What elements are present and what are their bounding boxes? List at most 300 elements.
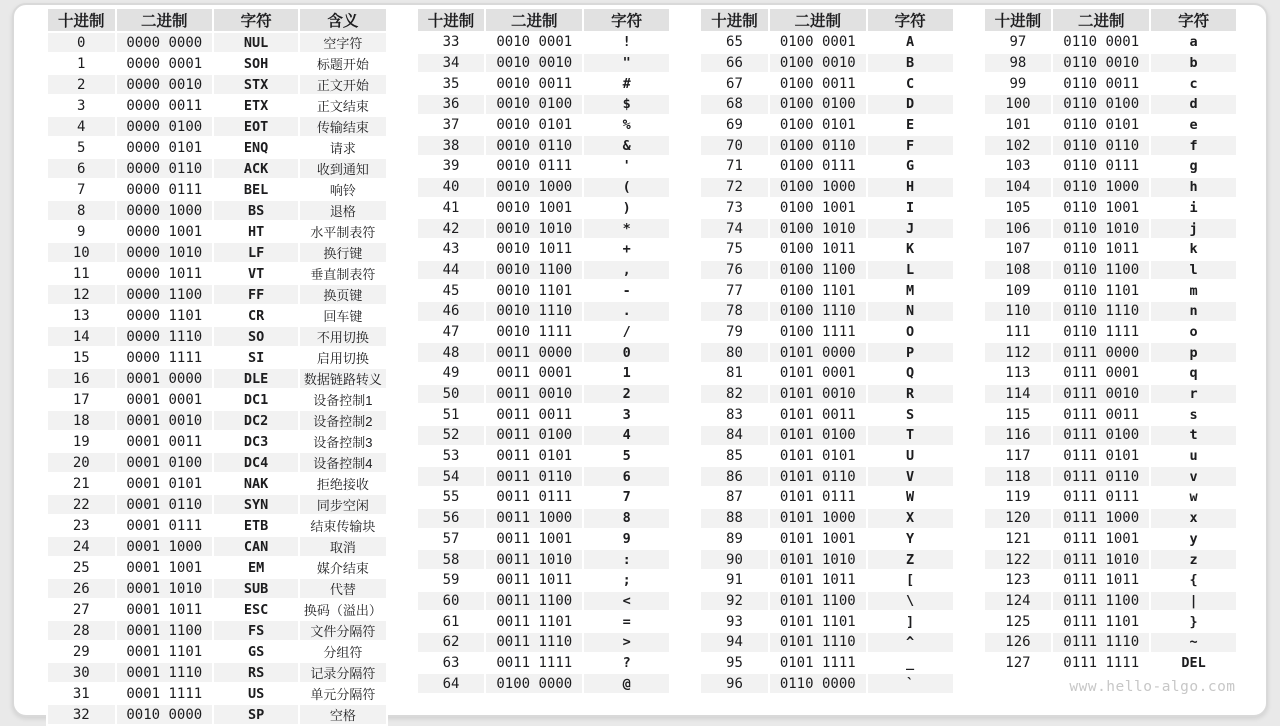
cell-char: c	[1150, 73, 1237, 94]
table-row	[700, 94, 953, 115]
cell-meaning: 取消	[299, 536, 386, 557]
cell-char: 5	[583, 446, 670, 467]
cell-binary: 0001 0000	[116, 368, 214, 389]
table-group-control-chars	[46, 7, 388, 726]
cell-decimal: 92	[700, 591, 769, 612]
cell-char: V	[867, 466, 954, 487]
table-row	[984, 94, 1237, 115]
cell-decimal: 48	[417, 342, 486, 363]
cell-decimal: 104	[984, 177, 1053, 198]
cell-binary: 0110 0100	[1052, 94, 1150, 115]
cell-decimal: 52	[417, 425, 486, 446]
cell-binary: 0111 0110	[1052, 466, 1150, 487]
cell-binary: 0010 1000	[485, 177, 583, 198]
table-row	[700, 32, 953, 53]
table-row	[700, 342, 953, 363]
cell-binary: 0100 1001	[769, 198, 867, 219]
cell-decimal: 23	[47, 515, 116, 536]
table-row	[417, 280, 670, 301]
cell-binary: 0100 0010	[769, 53, 867, 74]
cell-char: s	[1150, 404, 1237, 425]
cell-binary: 0110 1000	[1052, 177, 1150, 198]
table-row	[417, 156, 670, 177]
table-row	[700, 673, 953, 694]
cell-meaning: 退格	[299, 200, 386, 221]
cell-decimal: 68	[700, 94, 769, 115]
table-row	[47, 494, 387, 515]
table-group-lowercase	[983, 7, 1238, 695]
header-row	[417, 8, 670, 32]
table-row	[984, 156, 1237, 177]
cell-binary: 0010 1010	[485, 218, 583, 239]
cell-char: d	[1150, 94, 1237, 115]
cell-decimal: 50	[417, 384, 486, 405]
cell-decimal: 34	[417, 53, 486, 74]
table-row	[700, 425, 953, 446]
table-row	[700, 363, 953, 384]
cell-char: 3	[583, 404, 670, 425]
cell-binary: 0101 0000	[769, 342, 867, 363]
cell-decimal: 35	[417, 73, 486, 94]
cell-char: D	[867, 94, 954, 115]
table-row	[47, 578, 387, 599]
cell-meaning: 单元分隔符	[299, 683, 386, 704]
cell-char: S	[867, 404, 954, 425]
cell-decimal: 10	[47, 242, 116, 263]
cell-decimal: 106	[984, 218, 1053, 239]
cell-decimal: 115	[984, 404, 1053, 425]
cell-char: J	[867, 218, 954, 239]
cell-decimal: 44	[417, 260, 486, 281]
table-row	[417, 177, 670, 198]
cell-char: @	[583, 673, 670, 694]
cell-binary: 0110 0110	[1052, 135, 1150, 156]
cell-decimal: 20	[47, 452, 116, 473]
table-row	[47, 662, 387, 683]
cell-char: SOH	[213, 53, 299, 74]
table-row	[47, 704, 387, 725]
cell-binary: 0100 0111	[769, 156, 867, 177]
cell-decimal: 114	[984, 384, 1053, 405]
table-row	[984, 53, 1237, 74]
cell-char: HT	[213, 221, 299, 242]
cell-char: GS	[213, 641, 299, 662]
cell-meaning: 媒介结束	[299, 557, 386, 578]
cell-decimal: 1	[47, 53, 116, 74]
cell-meaning: 空字符	[299, 32, 386, 53]
column-header-binary: 二进制	[769, 8, 867, 32]
table-row	[984, 549, 1237, 570]
table-row	[47, 116, 387, 137]
cell-char: "	[583, 53, 670, 74]
cell-char: CR	[213, 305, 299, 326]
table-row	[984, 466, 1237, 487]
cell-char: (	[583, 177, 670, 198]
cell-binary: 0111 0111	[1052, 487, 1150, 508]
cell-decimal: 62	[417, 632, 486, 653]
cell-char: a	[1150, 32, 1237, 53]
table-row	[984, 487, 1237, 508]
cell-decimal: 47	[417, 322, 486, 343]
table-row	[700, 549, 953, 570]
cell-char: ETX	[213, 95, 299, 116]
cell-decimal: 3	[47, 95, 116, 116]
cell-char: BEL	[213, 179, 299, 200]
cell-decimal: 5	[47, 137, 116, 158]
table-row	[417, 363, 670, 384]
cell-binary: 0010 1101	[485, 280, 583, 301]
cell-decimal: 11	[47, 263, 116, 284]
table-row	[47, 137, 387, 158]
column-header-binary: 二进制	[116, 8, 214, 32]
table-row	[700, 632, 953, 653]
cell-decimal: 69	[700, 115, 769, 136]
cell-char: 9	[583, 529, 670, 550]
table-row	[47, 284, 387, 305]
cell-meaning: 回车键	[299, 305, 386, 326]
cell-binary: 0101 1100	[769, 591, 867, 612]
cell-binary: 0111 1001	[1052, 529, 1150, 550]
cell-decimal: 93	[700, 611, 769, 632]
cell-binary: 0101 0111	[769, 487, 867, 508]
cell-decimal: 82	[700, 384, 769, 405]
table-row	[47, 683, 387, 704]
cell-char: SP	[213, 704, 299, 725]
cell-char: j	[1150, 218, 1237, 239]
cell-binary: 0111 1011	[1052, 570, 1150, 591]
cell-decimal: 84	[700, 425, 769, 446]
cell-decimal: 126	[984, 632, 1053, 653]
cell-char: .	[583, 301, 670, 322]
table-row	[417, 94, 670, 115]
cell-decimal: 54	[417, 466, 486, 487]
table-row	[47, 221, 387, 242]
cell-decimal: 55	[417, 487, 486, 508]
cell-char: t	[1150, 425, 1237, 446]
table-row	[984, 632, 1237, 653]
cell-char: DEL	[1150, 653, 1237, 674]
cell-char: >	[583, 632, 670, 653]
cell-binary: 0001 1001	[116, 557, 214, 578]
cell-char: C	[867, 73, 954, 94]
cell-decimal: 24	[47, 536, 116, 557]
table-row	[984, 529, 1237, 550]
table-row	[984, 260, 1237, 281]
cell-decimal: 98	[984, 53, 1053, 74]
cell-binary: 0110 1110	[1052, 301, 1150, 322]
table-row	[47, 620, 387, 641]
table-row	[417, 446, 670, 467]
table-row	[700, 73, 953, 94]
cell-binary: 0101 1101	[769, 611, 867, 632]
cell-binary: 0110 1101	[1052, 280, 1150, 301]
cell-binary: 0000 1000	[116, 200, 214, 221]
cell-char: B	[867, 53, 954, 74]
cell-decimal: 87	[700, 487, 769, 508]
cell-decimal: 76	[700, 260, 769, 281]
cell-decimal: 25	[47, 557, 116, 578]
table-row	[700, 653, 953, 674]
cell-binary: 0011 0011	[485, 404, 583, 425]
table-row	[417, 570, 670, 591]
cell-decimal: 122	[984, 549, 1053, 570]
cell-binary: 0100 0110	[769, 135, 867, 156]
table-row	[984, 115, 1237, 136]
table-row	[47, 599, 387, 620]
cell-binary: 0000 1101	[116, 305, 214, 326]
cell-binary: 0110 0000	[769, 673, 867, 694]
table-row	[47, 641, 387, 662]
cell-decimal: 108	[984, 260, 1053, 281]
column-header-binary: 二进制	[485, 8, 583, 32]
cell-binary: 0000 1100	[116, 284, 214, 305]
cell-decimal: 40	[417, 177, 486, 198]
cell-binary: 0000 0101	[116, 137, 214, 158]
cell-char: -	[583, 280, 670, 301]
cell-decimal: 21	[47, 473, 116, 494]
cell-decimal: 22	[47, 494, 116, 515]
table-row	[47, 368, 387, 389]
cell-decimal: 107	[984, 239, 1053, 260]
cell-binary: 0001 1101	[116, 641, 214, 662]
table-group-punctuation-digits	[416, 7, 671, 695]
cell-decimal: 49	[417, 363, 486, 384]
cell-char: r	[1150, 384, 1237, 405]
table-row	[984, 322, 1237, 343]
cell-decimal: 78	[700, 301, 769, 322]
cell-char: b	[1150, 53, 1237, 74]
cell-char: $	[583, 94, 670, 115]
cell-meaning: 文件分隔符	[299, 620, 386, 641]
cell-decimal: 27	[47, 599, 116, 620]
cell-decimal: 37	[417, 115, 486, 136]
cell-meaning: 设备控制2	[299, 410, 386, 431]
cell-char: 8	[583, 508, 670, 529]
cell-char: x	[1150, 508, 1237, 529]
cell-binary: 0110 1011	[1052, 239, 1150, 260]
table-row	[417, 425, 670, 446]
table-row	[47, 95, 387, 116]
table-row	[417, 632, 670, 653]
cell-binary: 0001 0110	[116, 494, 214, 515]
cell-char: z	[1150, 549, 1237, 570]
cell-binary: 0011 1001	[485, 529, 583, 550]
table-row	[984, 280, 1237, 301]
cell-decimal: 74	[700, 218, 769, 239]
table-row	[417, 260, 670, 281]
cell-char: ENQ	[213, 137, 299, 158]
cell-binary: 0011 0010	[485, 384, 583, 405]
table-row	[984, 591, 1237, 612]
cell-binary: 0101 0101	[769, 446, 867, 467]
cell-binary: 0100 1111	[769, 322, 867, 343]
cell-char: A	[867, 32, 954, 53]
table-row	[417, 673, 670, 694]
cell-char: q	[1150, 363, 1237, 384]
ascii-table-33-64	[416, 7, 671, 695]
cell-decimal: 101	[984, 115, 1053, 136]
cell-binary: 0000 0010	[116, 74, 214, 95]
cell-binary: 0100 1101	[769, 280, 867, 301]
table-row	[417, 591, 670, 612]
table-row	[417, 218, 670, 239]
header-row	[984, 8, 1237, 32]
cell-char: O	[867, 322, 954, 343]
table-row	[47, 74, 387, 95]
cell-binary: 0010 0000	[116, 704, 214, 725]
cell-decimal: 116	[984, 425, 1053, 446]
cell-char: NUL	[213, 32, 299, 53]
cell-char: n	[1150, 301, 1237, 322]
cell-binary: 0000 1010	[116, 242, 214, 263]
column-header-char: 字符	[867, 8, 954, 32]
table-row	[417, 198, 670, 219]
cell-binary: 0111 1000	[1052, 508, 1150, 529]
cell-meaning: 标题开始	[299, 53, 386, 74]
cell-char: w	[1150, 487, 1237, 508]
table-row	[417, 529, 670, 550]
table-row	[47, 242, 387, 263]
table-row	[700, 466, 953, 487]
cell-binary: 0000 0110	[116, 158, 214, 179]
cell-decimal: 112	[984, 342, 1053, 363]
table-row	[984, 363, 1237, 384]
cell-char: N	[867, 301, 954, 322]
cell-decimal: 58	[417, 549, 486, 570]
cell-char: RS	[213, 662, 299, 683]
cell-decimal: 43	[417, 239, 486, 260]
table-row	[47, 431, 387, 452]
cell-binary: 0111 1010	[1052, 549, 1150, 570]
cell-decimal: 95	[700, 653, 769, 674]
cell-char: |	[1150, 591, 1237, 612]
cell-meaning: 分组符	[299, 641, 386, 662]
cell-binary: 0101 1000	[769, 508, 867, 529]
cell-char: )	[583, 198, 670, 219]
cell-char: ?	[583, 653, 670, 674]
cell-char: L	[867, 260, 954, 281]
cell-decimal: 30	[47, 662, 116, 683]
column-header-decimal: 十进制	[984, 8, 1053, 32]
cell-decimal: 91	[700, 570, 769, 591]
cell-char: US	[213, 683, 299, 704]
table-row	[700, 135, 953, 156]
cell-decimal: 2	[47, 74, 116, 95]
table-row	[47, 410, 387, 431]
cell-binary: 0011 0001	[485, 363, 583, 384]
table-row	[417, 73, 670, 94]
cell-binary: 0101 1111	[769, 653, 867, 674]
table-row	[47, 515, 387, 536]
cell-decimal: 8	[47, 200, 116, 221]
cell-decimal: 113	[984, 363, 1053, 384]
table-row	[47, 53, 387, 74]
table-row	[417, 384, 670, 405]
cell-char: `	[867, 673, 954, 694]
cell-char: LF	[213, 242, 299, 263]
cell-char: Z	[867, 549, 954, 570]
cell-decimal: 118	[984, 466, 1053, 487]
table-row	[417, 115, 670, 136]
cell-char: !	[583, 32, 670, 53]
cell-char: +	[583, 239, 670, 260]
column-header-char: 字符	[583, 8, 670, 32]
cell-binary: 0111 0011	[1052, 404, 1150, 425]
table-row	[700, 487, 953, 508]
table-row	[984, 611, 1237, 632]
cell-binary: 0101 0001	[769, 363, 867, 384]
cell-binary: 0111 0100	[1052, 425, 1150, 446]
cell-char: *	[583, 218, 670, 239]
table-row	[700, 301, 953, 322]
cell-char: ]	[867, 611, 954, 632]
cell-binary: 0101 0110	[769, 466, 867, 487]
cell-char: _	[867, 653, 954, 674]
cell-binary: 0001 0010	[116, 410, 214, 431]
cell-binary: 0100 1110	[769, 301, 867, 322]
cell-char: y	[1150, 529, 1237, 550]
table-row	[984, 508, 1237, 529]
table-row	[700, 446, 953, 467]
cell-char: \	[867, 591, 954, 612]
cell-meaning: 空格	[299, 704, 386, 725]
cell-decimal: 124	[984, 591, 1053, 612]
cell-binary: 0000 1110	[116, 326, 214, 347]
table-row	[47, 389, 387, 410]
cell-decimal: 88	[700, 508, 769, 529]
column-header-char: 字符	[213, 8, 299, 32]
cell-decimal: 96	[700, 673, 769, 694]
cell-binary: 0101 1011	[769, 570, 867, 591]
ascii-table-card	[12, 3, 1268, 723]
cell-binary: 0011 1110	[485, 632, 583, 653]
cell-binary: 0000 0001	[116, 53, 214, 74]
cell-meaning: 换码（溢出）	[299, 599, 386, 620]
cell-decimal: 41	[417, 198, 486, 219]
table-row	[700, 591, 953, 612]
cell-meaning: 设备控制3	[299, 431, 386, 452]
table-row	[700, 529, 953, 550]
cell-meaning: 垂直制表符	[299, 263, 386, 284]
table-row	[700, 280, 953, 301]
table-row	[700, 218, 953, 239]
cell-char: :	[583, 549, 670, 570]
table-row	[984, 425, 1237, 446]
cell-char: DLE	[213, 368, 299, 389]
cell-char: DC3	[213, 431, 299, 452]
cell-binary: 0000 0111	[116, 179, 214, 200]
table-row	[417, 135, 670, 156]
cell-binary: 0010 0001	[485, 32, 583, 53]
cell-decimal: 110	[984, 301, 1053, 322]
cell-decimal: 16	[47, 368, 116, 389]
cell-char: SYN	[213, 494, 299, 515]
cell-decimal: 19	[47, 431, 116, 452]
cell-char: DC4	[213, 452, 299, 473]
cell-binary: 0001 1100	[116, 620, 214, 641]
cell-binary: 0011 1010	[485, 549, 583, 570]
cell-binary: 0111 0010	[1052, 384, 1150, 405]
cell-decimal: 59	[417, 570, 486, 591]
cell-binary: 0100 1011	[769, 239, 867, 260]
cell-binary: 0100 0101	[769, 115, 867, 136]
cell-decimal: 53	[417, 446, 486, 467]
cell-char: G	[867, 156, 954, 177]
table-row	[700, 508, 953, 529]
cell-char: DC1	[213, 389, 299, 410]
cell-meaning: 拒绝接收	[299, 473, 386, 494]
cell-binary: 0000 0011	[116, 95, 214, 116]
